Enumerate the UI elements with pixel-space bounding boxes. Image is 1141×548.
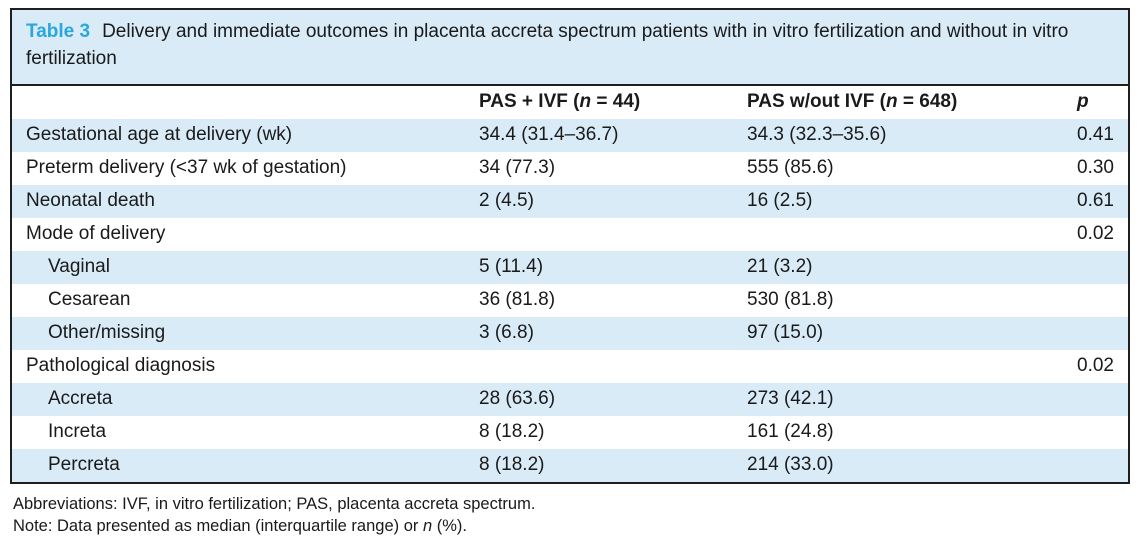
row-label: Pathological diagnosis [26,355,216,377]
table-row [12,284,1128,317]
cell-pas-ivf: 34.4 (31.4–36.7) [479,124,619,146]
cell-pas-no-ivf: 34.3 (32.3–35.6) [747,124,887,146]
cell-p-value [1063,416,1128,449]
cell-pas-ivf: 36 (81.8) [479,289,556,311]
cell-p-value: 0.30 [1077,157,1114,179]
cell-pas-ivf: 2 (4.5) [479,190,534,212]
row-label: Percreta [48,454,120,476]
row-label: Increta [48,421,107,443]
row-label: Mode of delivery [26,223,166,245]
row-label: Other/missing [48,322,166,344]
cell-pas-ivf: 8 (18.2) [479,454,545,476]
row-label: Cesarean [48,289,131,311]
table-row [12,317,1128,350]
outcomes-table [12,86,1128,482]
table-row [12,449,1128,482]
cell-p-value [1063,251,1128,284]
data-presentation-note: Note: Data presented as median (interquartile range) or n (%). [13,516,468,535]
table-row [12,119,1128,152]
cell-pas-ivf: 5 (11.4) [479,256,544,278]
table-title-text: Delivery and immediate outcomes in placenta accreta spectrum patients with in vitro fertilization and without in vitro fertilization [26,21,1069,69]
cell-p-value: 0.02 [1077,355,1114,377]
cell-pas-no-ivf [733,350,1063,383]
row-label: Gestational age at delivery (wk) [26,124,293,146]
italic-n: n [579,91,592,113]
abbreviations-note: Abbreviations: IVF, in vitro fertilization; PAS, placenta accreta spectrum. [13,494,536,513]
cell-pas-ivf [465,218,733,251]
table-row [12,218,1128,251]
table-row [12,416,1128,449]
row-label: Neonatal death [26,190,155,212]
italic-n: n [885,91,898,113]
row-label: Preterm delivery (<37 wk of gestation) [26,157,347,179]
cell-pas-ivf [465,350,733,383]
cell-pas-no-ivf [733,218,1063,251]
header-row [12,86,1128,119]
italic-n: n [422,516,433,535]
cell-p-value: 0.41 [1077,124,1114,146]
cell-pas-no-ivf: 530 (81.8) [747,289,834,311]
table-number-label: Table 3 [26,21,91,42]
cell-pas-ivf: 8 (18.2) [479,421,545,443]
table-row [12,350,1128,383]
cell-p-value [1063,449,1128,482]
cell-p-value [1063,383,1128,416]
table-row [12,185,1128,218]
table-footnotes [13,494,1130,538]
cell-pas-no-ivf: 97 (15.0) [747,322,824,344]
col-header-empty [12,86,465,119]
cell-pas-no-ivf: 161 (24.8) [747,421,834,443]
cell-pas-ivf: 3 (6.8) [479,322,534,344]
row-label: Accreta [48,388,113,410]
table-row [12,251,1128,284]
cell-pas-ivf: 28 (63.6) [479,388,556,410]
table-frame [10,8,1130,484]
cell-pas-ivf: 34 (77.3) [479,157,556,179]
cell-p-value: 0.61 [1077,190,1114,212]
cell-pas-no-ivf: 273 (42.1) [747,388,834,410]
col-header-p-value [1063,86,1128,119]
col-header-pas-ivf: PAS + IVF (n = 44) [479,91,641,113]
italic-p: p [1077,91,1089,113]
cell-pas-no-ivf: 21 (3.2) [747,256,813,278]
table-caption [12,10,1128,86]
row-label: Vaginal [48,256,110,278]
cell-p-value [1063,284,1128,317]
cell-pas-no-ivf: 16 (2.5) [747,190,813,212]
cell-pas-no-ivf: 214 (33.0) [747,454,834,476]
table-row [12,383,1128,416]
col-header-pas-no-ivf: PAS w/out IVF (n = 648) [747,91,958,113]
table-row [12,152,1128,185]
cell-pas-no-ivf: 555 (85.6) [747,157,834,179]
cell-p-value [1063,317,1128,350]
cell-p-value: 0.02 [1077,223,1114,245]
